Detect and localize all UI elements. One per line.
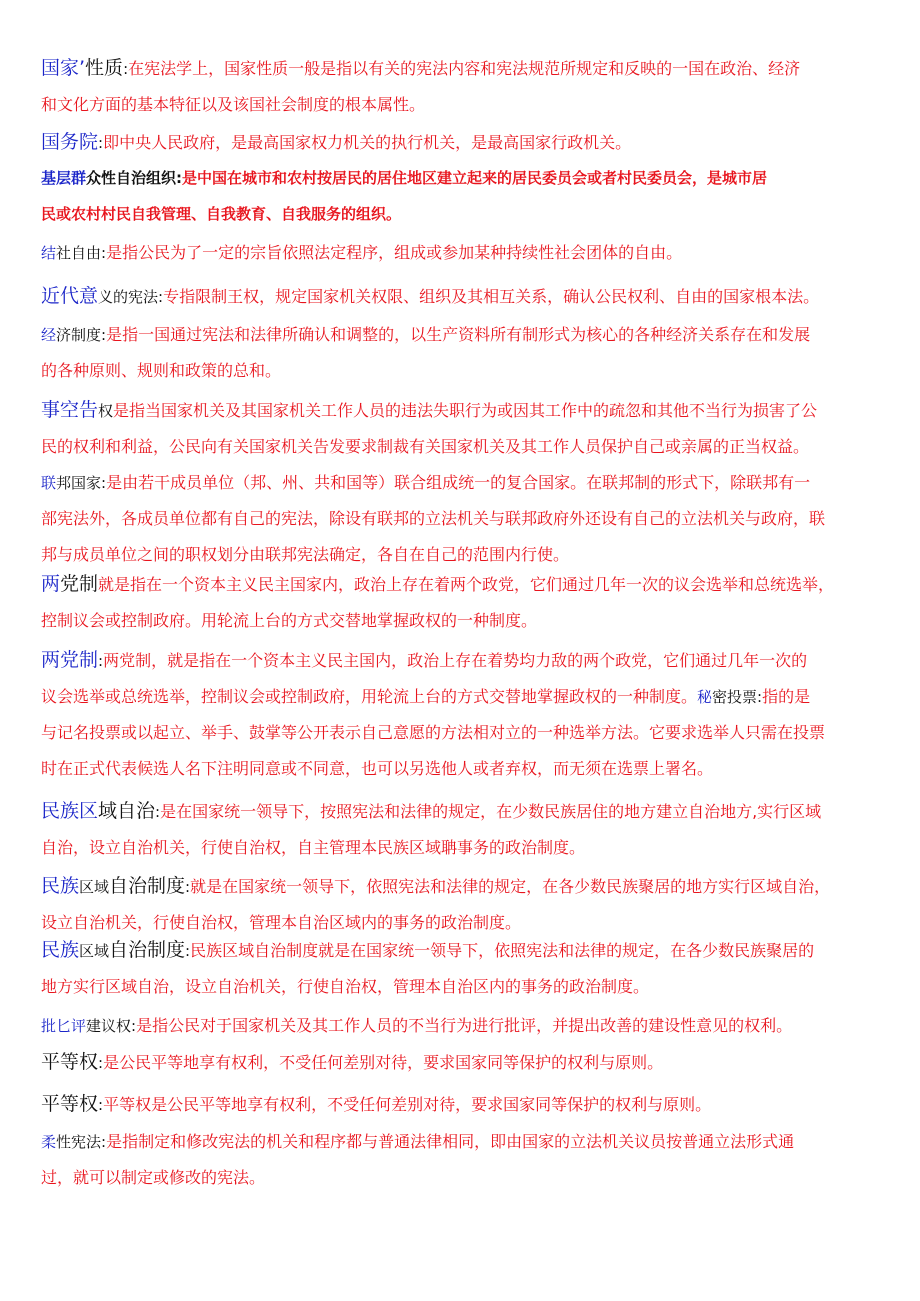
glossary-entry-liangdangzhi-1 xyxy=(41,566,881,639)
definition-line xyxy=(41,160,881,196)
term-part: 民族 xyxy=(41,939,80,961)
glossary-entry-minzu-zizhi-zhidu-2 xyxy=(41,932,881,1005)
definition-line xyxy=(41,566,881,603)
definition-line xyxy=(41,87,881,123)
glossary-entry-jingji-zhidu xyxy=(41,317,881,389)
term-part: : xyxy=(123,60,129,78)
term-part: 国务院 xyxy=(41,131,99,153)
definition-text: 邦与成员单位之间的职权划分由联邦宪法确定，各自在自己的范围内行使。 xyxy=(41,545,570,564)
definition-text: 控制议会或控制政府。用轮流上台的方式交替地掌握政权的一种制度。 xyxy=(41,611,538,630)
term-part: 性宪法 xyxy=(56,1133,102,1151)
glossary-entry-minzu-zizhi-zhidu-1 xyxy=(41,868,881,941)
term-label xyxy=(41,287,163,306)
term-part: 域自治 xyxy=(98,800,156,822)
term-part: 密投票 xyxy=(712,688,758,706)
glossary-entry-rouxing-xianfa xyxy=(41,1124,881,1196)
definition-text: 民的权利和利益，公民向有关国家机关告发要求制裁有关国家机关及其工作人员保护自己或亲属的正当权益。 xyxy=(41,437,810,456)
term-label xyxy=(41,133,103,152)
term-part: 基层群 xyxy=(41,169,87,187)
definition-text: 平等权是公民平等地享有权利，不受任何差别对待，要求国家同等保护的权利与原则。 xyxy=(103,1095,712,1114)
definition-line xyxy=(41,1044,881,1081)
term-part: 党制 xyxy=(60,573,99,595)
definition-line xyxy=(41,969,881,1005)
term-part: : xyxy=(101,326,107,344)
term-label xyxy=(41,1016,136,1035)
definition-line xyxy=(41,353,881,389)
term-part: : xyxy=(757,688,763,706)
term-label xyxy=(41,1053,103,1072)
definition-text: 是指制定和修改宪法的机关和程序都与普通法律相同，即由国家的立法机关议员按普通立法形式通 xyxy=(106,1132,795,1151)
term-part: : xyxy=(98,1096,104,1114)
glossary-entry-pingdengquan-1 xyxy=(41,1044,881,1081)
glossary-entry-jieshe-ziyou xyxy=(41,235,881,271)
definition-line xyxy=(41,317,881,353)
term-part: 秘 xyxy=(697,688,713,706)
definition-text: 是指公民为了一定的宗旨依照法定程序，组成或参加某种持续性社会团体的自由。 xyxy=(106,243,683,262)
glossary-entry-minzu-quyu-zizhi xyxy=(41,793,881,866)
term-part: : xyxy=(155,803,161,821)
term-part: 众性自治组织 xyxy=(86,169,177,187)
term-part: 事空告 xyxy=(41,399,99,421)
term-part: 区域 xyxy=(79,942,110,960)
definition-text: 指的是 xyxy=(762,687,811,706)
definition-text: 专指限制王权，规定国家机关权限、组织及其相互关系，确认公民权利、自由的国家根本法。 xyxy=(163,287,820,306)
term-part: 批匕评 xyxy=(41,1017,87,1035)
term-part: : xyxy=(131,1017,137,1035)
term-part: 平等权 xyxy=(41,1051,99,1073)
term-label xyxy=(41,651,103,670)
definition-text: 就是在国家统一领导下，依照宪法和法律的规定，在各少数民族聚居的地方实行区域自治， xyxy=(190,877,831,896)
glossary-entry-lianbang-guojia xyxy=(41,465,881,573)
term-part: 邦国家 xyxy=(56,474,102,492)
term-part: : xyxy=(158,288,164,306)
definition-text: 就是指在一个资本主义民主国家内，政治上存在着两个政党，它们通过几年一次的议会选举和总统选举， xyxy=(98,575,835,594)
definition-text: 与记名投票或以起立、举手、鼓掌等公开表示自己意愿的方法相对立的一种选举方法。它要求选举人只需在投票 xyxy=(41,723,826,742)
definition-text: 是在国家统一领导下，按照宪法和法律的规定，在少数民族居住的地方建立自治地方,实行区域 xyxy=(160,802,822,821)
term-part: 近代意 xyxy=(41,285,99,307)
definition-line xyxy=(41,278,881,315)
term-label xyxy=(41,325,106,344)
definition-text: 即中央人民政府，是最高国家权力机关的执行机关，是最高国家行政机关。 xyxy=(103,133,632,152)
definition-text: 在宪法学上，国家性质一般是指以有关的宪法内容和宪法规范所规定和反映的一国在政治、经济 xyxy=(128,59,801,78)
glossary-entry-guowuyuan xyxy=(41,124,881,161)
definition-text: 两党制，就是指在一个资本主义民主国内，政治上存在着势均力敌的两个政党，它们通过几年一次的 xyxy=(103,651,808,670)
term-part: : xyxy=(101,474,107,492)
term-part: 两 xyxy=(41,573,61,595)
definition-text: 是指一国通过宪法和法律所确认和调整的，以生产资料所有制形式为核心的各种经济关系存在和发展 xyxy=(106,325,811,344)
term-part: 平等权 xyxy=(41,1093,99,1115)
definition-text: 设立自治机关，行使自治权，管理本自治区域内的事务的政治制度。 xyxy=(41,913,522,932)
term-label xyxy=(41,877,190,896)
definition-line xyxy=(41,429,881,465)
definition-text: 的各种原则、规则和政策的总和。 xyxy=(41,361,282,380)
term-label-inline xyxy=(697,687,762,706)
term-label xyxy=(41,401,113,420)
glossary-entry-jiceng-qunzhong xyxy=(41,160,881,232)
term-part: : xyxy=(101,1133,107,1151)
term-part: 民族 xyxy=(41,875,80,897)
term-part: 义的宪法 xyxy=(98,288,159,306)
term-part: 结 xyxy=(41,244,57,262)
definition-text: 是由若干成员单位（邦、州、共和国等）联合组成统一的复合国家。在联邦制的形式下，除联邦有一 xyxy=(106,473,811,492)
term-part: 权 xyxy=(98,402,114,420)
definition-line xyxy=(41,932,881,969)
definition-line xyxy=(41,124,881,161)
definition-line xyxy=(41,830,881,866)
glossary-entry-liangdangzhi-2 xyxy=(41,642,881,787)
definition-text: 民族区域自治制度就是在国家统一领导下，依照宪法和法律的规定，在各少数民族聚居的 xyxy=(190,941,815,960)
term-part: 区域 xyxy=(79,878,110,896)
term-label xyxy=(41,802,160,821)
term-part: 建议权 xyxy=(86,1017,132,1035)
term-part: : xyxy=(98,1054,104,1072)
definition-line xyxy=(41,603,881,639)
definition-line xyxy=(41,1008,881,1044)
glossary-entry-piping-jianyi xyxy=(41,1008,881,1044)
term-part: 自治制度 xyxy=(109,875,186,897)
term-label xyxy=(41,1095,103,1114)
term-label xyxy=(41,59,128,78)
definition-line xyxy=(41,392,881,429)
term-part: 自治制度 xyxy=(109,939,186,961)
definition-line xyxy=(41,1160,881,1196)
glossary-entry-jindai-xianfa xyxy=(41,278,881,315)
term-part: : xyxy=(185,942,191,960)
term-label xyxy=(41,473,106,492)
definition-text: 是指当国家机关及其国家机关工作人员的违法失职行为或因其工作中的疏忽和其他不当行为损害了公 xyxy=(113,401,818,420)
definition-text: 议会选举或总统选举，控制议会或控制政府，用轮流上台的方式交替地掌握政权的一种制度。 xyxy=(41,687,698,706)
term-label xyxy=(41,243,106,262)
definition-line xyxy=(41,1086,881,1123)
definition-text: 时在正式代表候选人名下注明同意或不同意，也可以另选他人或者弃权，而无须在选票上署名。 xyxy=(41,759,714,778)
definition-text: 民或农村村民自我管理、自我教育、自我服务的组织。 xyxy=(41,205,402,223)
term-part: 联 xyxy=(41,474,57,492)
term-part: : xyxy=(98,652,104,670)
definition-line xyxy=(41,501,881,537)
definition-text: 是公民平等地享有权利，不受任何差别对待，要求国家同等保护的权利与原则。 xyxy=(103,1053,664,1072)
glossary-entry-guojia-xingzhi xyxy=(41,50,881,123)
term-label xyxy=(41,169,182,187)
term-part: 柔 xyxy=(41,1133,57,1151)
definition-text: 部宪法外，各成员单位都有自己的宪法，除设有联邦的立法机关与联邦政府外还设有自己的立法机关与政府，联 xyxy=(41,509,826,528)
term-part: 性质 xyxy=(85,57,124,79)
definition-text: 是指公民对于国家机关及其工作人员的不当行为进行批评，并提出改善的建设性意见的权利。 xyxy=(136,1016,793,1035)
definition-line xyxy=(41,196,881,232)
term-part: 济制度 xyxy=(56,326,102,344)
definition-text: 和文化方面的基本特征以及该国社会制度的根本属性。 xyxy=(41,95,426,114)
definition-text: 是中国在城市和农村按居民的居住地区建立起来的居民委员会或者村民委员会，是城市居 xyxy=(182,169,768,187)
definition-line xyxy=(41,868,881,905)
definition-text: 地方实行区域自治，设立自治机关，行使自治权，管理本自治区内的事务的政治制度。 xyxy=(41,977,650,996)
definition-line xyxy=(41,793,881,830)
glossary-entry-shi-konggao xyxy=(41,392,881,465)
term-part: 两党制 xyxy=(41,649,99,671)
definition-line xyxy=(41,751,881,787)
definition-line xyxy=(41,679,881,715)
term-part: 民族区 xyxy=(41,800,99,822)
term-label xyxy=(41,575,98,594)
term-part: : xyxy=(176,169,183,187)
term-part: : xyxy=(98,134,104,152)
definition-line xyxy=(41,50,881,87)
term-part: 经 xyxy=(41,326,57,344)
definition-text: 过，就可以制定或修改的宪法。 xyxy=(41,1168,266,1187)
definition-text: 自治，设立自治机关，行使自治权，自主管理本民族区域聃事务的政治制度。 xyxy=(41,838,586,857)
term-part: 国家’ xyxy=(41,57,86,79)
definition-line xyxy=(41,642,881,679)
term-part: 社自由 xyxy=(56,244,102,262)
definition-line xyxy=(41,465,881,501)
definition-line xyxy=(41,715,881,751)
definition-line xyxy=(41,235,881,271)
term-label xyxy=(41,1132,106,1151)
definition-line xyxy=(41,1124,881,1160)
term-label xyxy=(41,941,190,960)
term-part: : xyxy=(185,878,191,896)
term-part: : xyxy=(101,244,107,262)
glossary-entry-pingdengquan-2 xyxy=(41,1086,881,1123)
